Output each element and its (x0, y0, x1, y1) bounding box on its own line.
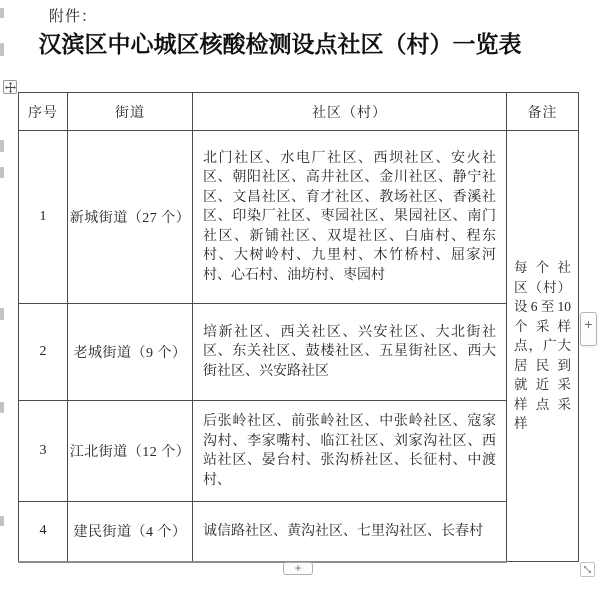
table-header-row (19, 93, 579, 131)
remark-line: 样点采 (514, 396, 571, 412)
row-street: 江北街道（12 个） (68, 401, 193, 502)
remark-line: 每个社 (514, 260, 571, 276)
row-street: 新城街道（27 个） (68, 131, 193, 304)
row-street: 老城街道（9 个） (68, 304, 193, 401)
attachment-label: 附件： (49, 9, 98, 25)
communities-table (18, 92, 579, 563)
table-row (19, 304, 579, 401)
header-communities: 社区（村） (193, 93, 507, 131)
move-cross-icon (5, 82, 16, 93)
scan-artifact (0, 308, 4, 320)
row-communities: 后张岭社区、前张岭社区、中张岭社区、寇家沟村、李家嘴村、临江社区、刘家沟社区、西站社区、晏台村、张沟桥社区、长征村、中渡村、 (193, 401, 507, 502)
row-communities: 培新社区、西关社区、兴安社区、大北街社区、东关社区、鼓楼社区、五星街社区、西大街社区、兴安路社区 (193, 304, 507, 401)
row-no: 2 (19, 304, 68, 401)
remark-line: 区（村） (514, 279, 571, 295)
row-communities: 北门社区、水电厂社区、西坝社区、安火社区、朝阳社区、高井社区、金川社区、静宁社区、文昌社区、育才社区、教场社区、香溪社区、印染厂社区、枣园社区、果园社区、南门社区、新铺社区、双堤社区、白庙村、程东村、大树岭村、九里村、木竹桥村、屈家河村、心石村、油坊村、枣园村 (193, 131, 507, 304)
scan-artifact (0, 516, 4, 526)
row-no: 3 (19, 401, 68, 502)
header-remark: 备注 (507, 93, 579, 131)
remark-line: 就近采 (514, 377, 571, 393)
remark-line: 居民到 (514, 357, 571, 373)
table-resize-handle[interactable] (580, 562, 595, 577)
table-row (19, 131, 579, 304)
scan-artifact (0, 167, 4, 178)
row-no: 1 (19, 131, 68, 304)
page-title: 汉滨区中心城区核酸检测设点社区（村）一览表 (38, 32, 522, 57)
row-street: 建民街道（4 个） (68, 502, 193, 562)
remark-cell (507, 131, 579, 562)
header-street: 街道 (68, 93, 193, 131)
row-no: 4 (19, 502, 68, 562)
expand-right-button[interactable]: + (580, 312, 597, 346)
remark-line: 点，广大 (514, 338, 571, 354)
table-row (19, 502, 579, 562)
remark-line: 个采样 (514, 318, 571, 334)
remark-line: 样 (514, 416, 528, 432)
scan-artifact (0, 402, 4, 413)
table-row (19, 401, 579, 502)
row-communities: 诚信路社区、黄沟社区、七里沟社区、长春村 (193, 502, 507, 562)
header-no: 序号 (19, 93, 68, 131)
expand-bottom-button[interactable]: + (283, 562, 313, 575)
diagonal-arrows-icon (582, 564, 593, 575)
remark-line: 设6至10 (514, 299, 571, 315)
scan-artifact (0, 43, 4, 56)
table-move-handle[interactable] (3, 80, 17, 94)
scan-artifact (0, 8, 4, 18)
scan-artifact (0, 140, 4, 152)
